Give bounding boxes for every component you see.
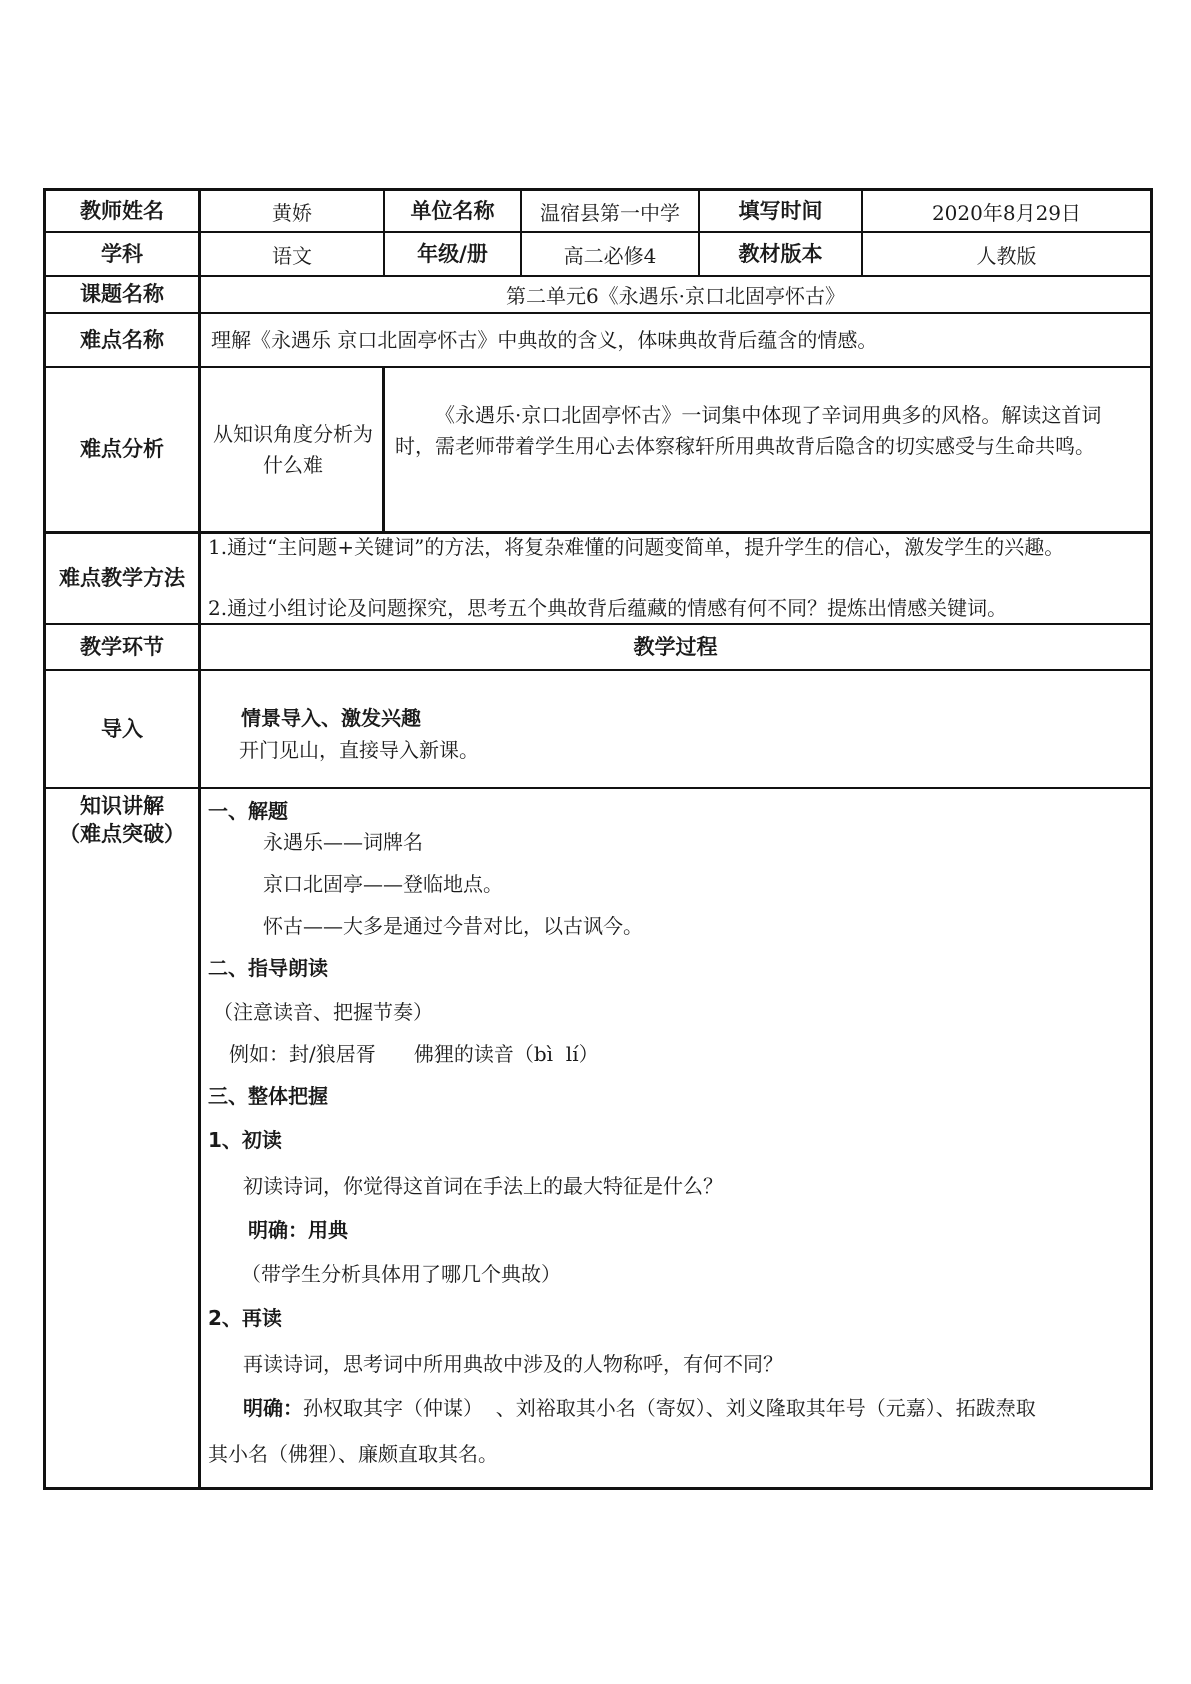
teacher-value: 黄娇 (272, 200, 312, 225)
answer-text-line-1: 孙权取其字（仲谋） 、刘裕取其小名（寄奴）、刘义隆取其年号（元嘉）、拓跋焘取 (303, 1396, 1036, 1420)
table-rule (43, 1487, 1153, 1490)
section-3-sub-1-note: （带学生分析具体用了哪几个典故） (241, 1262, 561, 1286)
section-3-sub-1-answer: 明确：用典 (248, 1218, 348, 1242)
knowledge-label (46, 792, 198, 852)
method-item-1: 1.通过“主问题+关键词”的方法，将复杂难懂的问题变简单，提升学生的信心，激发学生的兴趣。 (208, 535, 1065, 559)
intro-text: 开门见山，直接导入新课。 (239, 738, 479, 762)
analysis-label: 难点分析 (80, 437, 164, 462)
knowledge-label-line2: （难点突破） (59, 822, 185, 847)
grade-label: 年级/册 (417, 241, 488, 266)
intro-label: 导入 (101, 716, 143, 741)
edition-label: 教材版本 (738, 241, 823, 266)
section-3-sub-2-answer-line-2: 其小名（佛狸）、廉颇直取其名。 (208, 1442, 498, 1466)
section-3-sub-1-question: 初读诗词，你觉得这首词在手法上的最大特征是什么？ (243, 1174, 723, 1198)
lesson-plan-table (43, 188, 1153, 1490)
date-value: 2020年8月29日 (931, 200, 1082, 225)
analysis-sublabel: 从知识角度分析为什么难 (213, 421, 373, 477)
section-3-sub-1: 1、初读 (208, 1128, 282, 1152)
grade-value: 高二必修4 (563, 243, 657, 268)
topic-value: 第二单元6《永遇乐·京口北固亭怀古》 (505, 284, 846, 308)
section-1-title: 一、解题 (208, 799, 288, 823)
edition-value: 人教版 (976, 243, 1037, 268)
method-label: 难点教学方法 (59, 566, 185, 591)
section-3-sub-2: 2、再读 (208, 1306, 282, 1330)
section-1-line-3: 怀古——大多是通过今昔对比，以古讽今。 (263, 914, 643, 938)
teacher-label: 教师姓名 (80, 198, 164, 223)
unit-value: 温宿县第一中学 (540, 200, 680, 225)
section-2-line-1: （注意读音、把握节奏） (213, 1000, 433, 1024)
table-rule (1150, 188, 1153, 1490)
analysis-text: 《永遇乐·京口北固亭怀古》一词集中体现了辛词用典多的风格。解读这首词时，需老师带着学生用心去体察稼轩所用典故背后隐含的切实感受与生命共鸣。 (395, 403, 1102, 458)
difficulty-label: 难点名称 (80, 327, 164, 352)
section-3-title: 三、整体把握 (208, 1084, 328, 1108)
intro-title: 情景导入、激发兴趣 (241, 706, 421, 730)
unit-label: 单位名称 (410, 198, 495, 223)
method-item-2: 2.通过小组讨论及问题探究，思考五个典故背后蕴藏的情感有何不同？提炼出情感关键词。 (208, 596, 1008, 620)
date-label: 填写时间 (738, 198, 823, 223)
table-rule (382, 368, 385, 533)
table-rule (43, 366, 1153, 368)
subject-label: 学科 (101, 241, 143, 266)
answer-label: 明确： (243, 1396, 303, 1420)
section-1-line-2: 京口北固亭——登临地点。 (263, 872, 503, 896)
process-header: 教学过程 (633, 634, 718, 659)
section-2-title: 二、指导朗读 (208, 956, 328, 980)
table-rule (43, 669, 1153, 671)
stage-header-label: 教学环节 (80, 634, 164, 659)
table-rule (43, 787, 1153, 789)
section-2-line-2: 例如：封/狼居胥 佛狸的读音（bì lí） (229, 1042, 599, 1066)
section-3-sub-2-answer (243, 1392, 1036, 1421)
subject-value: 语文 (272, 243, 312, 268)
section-1-line-1: 永遇乐——词牌名 (263, 830, 423, 854)
difficulty-value: 理解《永遇乐 京口北固亭怀古》中典故的含义，体味典故背后蕴含的情感。 (211, 327, 878, 352)
table-rule (198, 188, 201, 1490)
knowledge-label-line1: 知识讲解 (80, 794, 164, 818)
section-3-sub-2-question: 再读诗词，思考词中所用典故中涉及的人物称呼，有何不同？ (243, 1352, 783, 1376)
topic-label: 课题名称 (80, 282, 164, 307)
